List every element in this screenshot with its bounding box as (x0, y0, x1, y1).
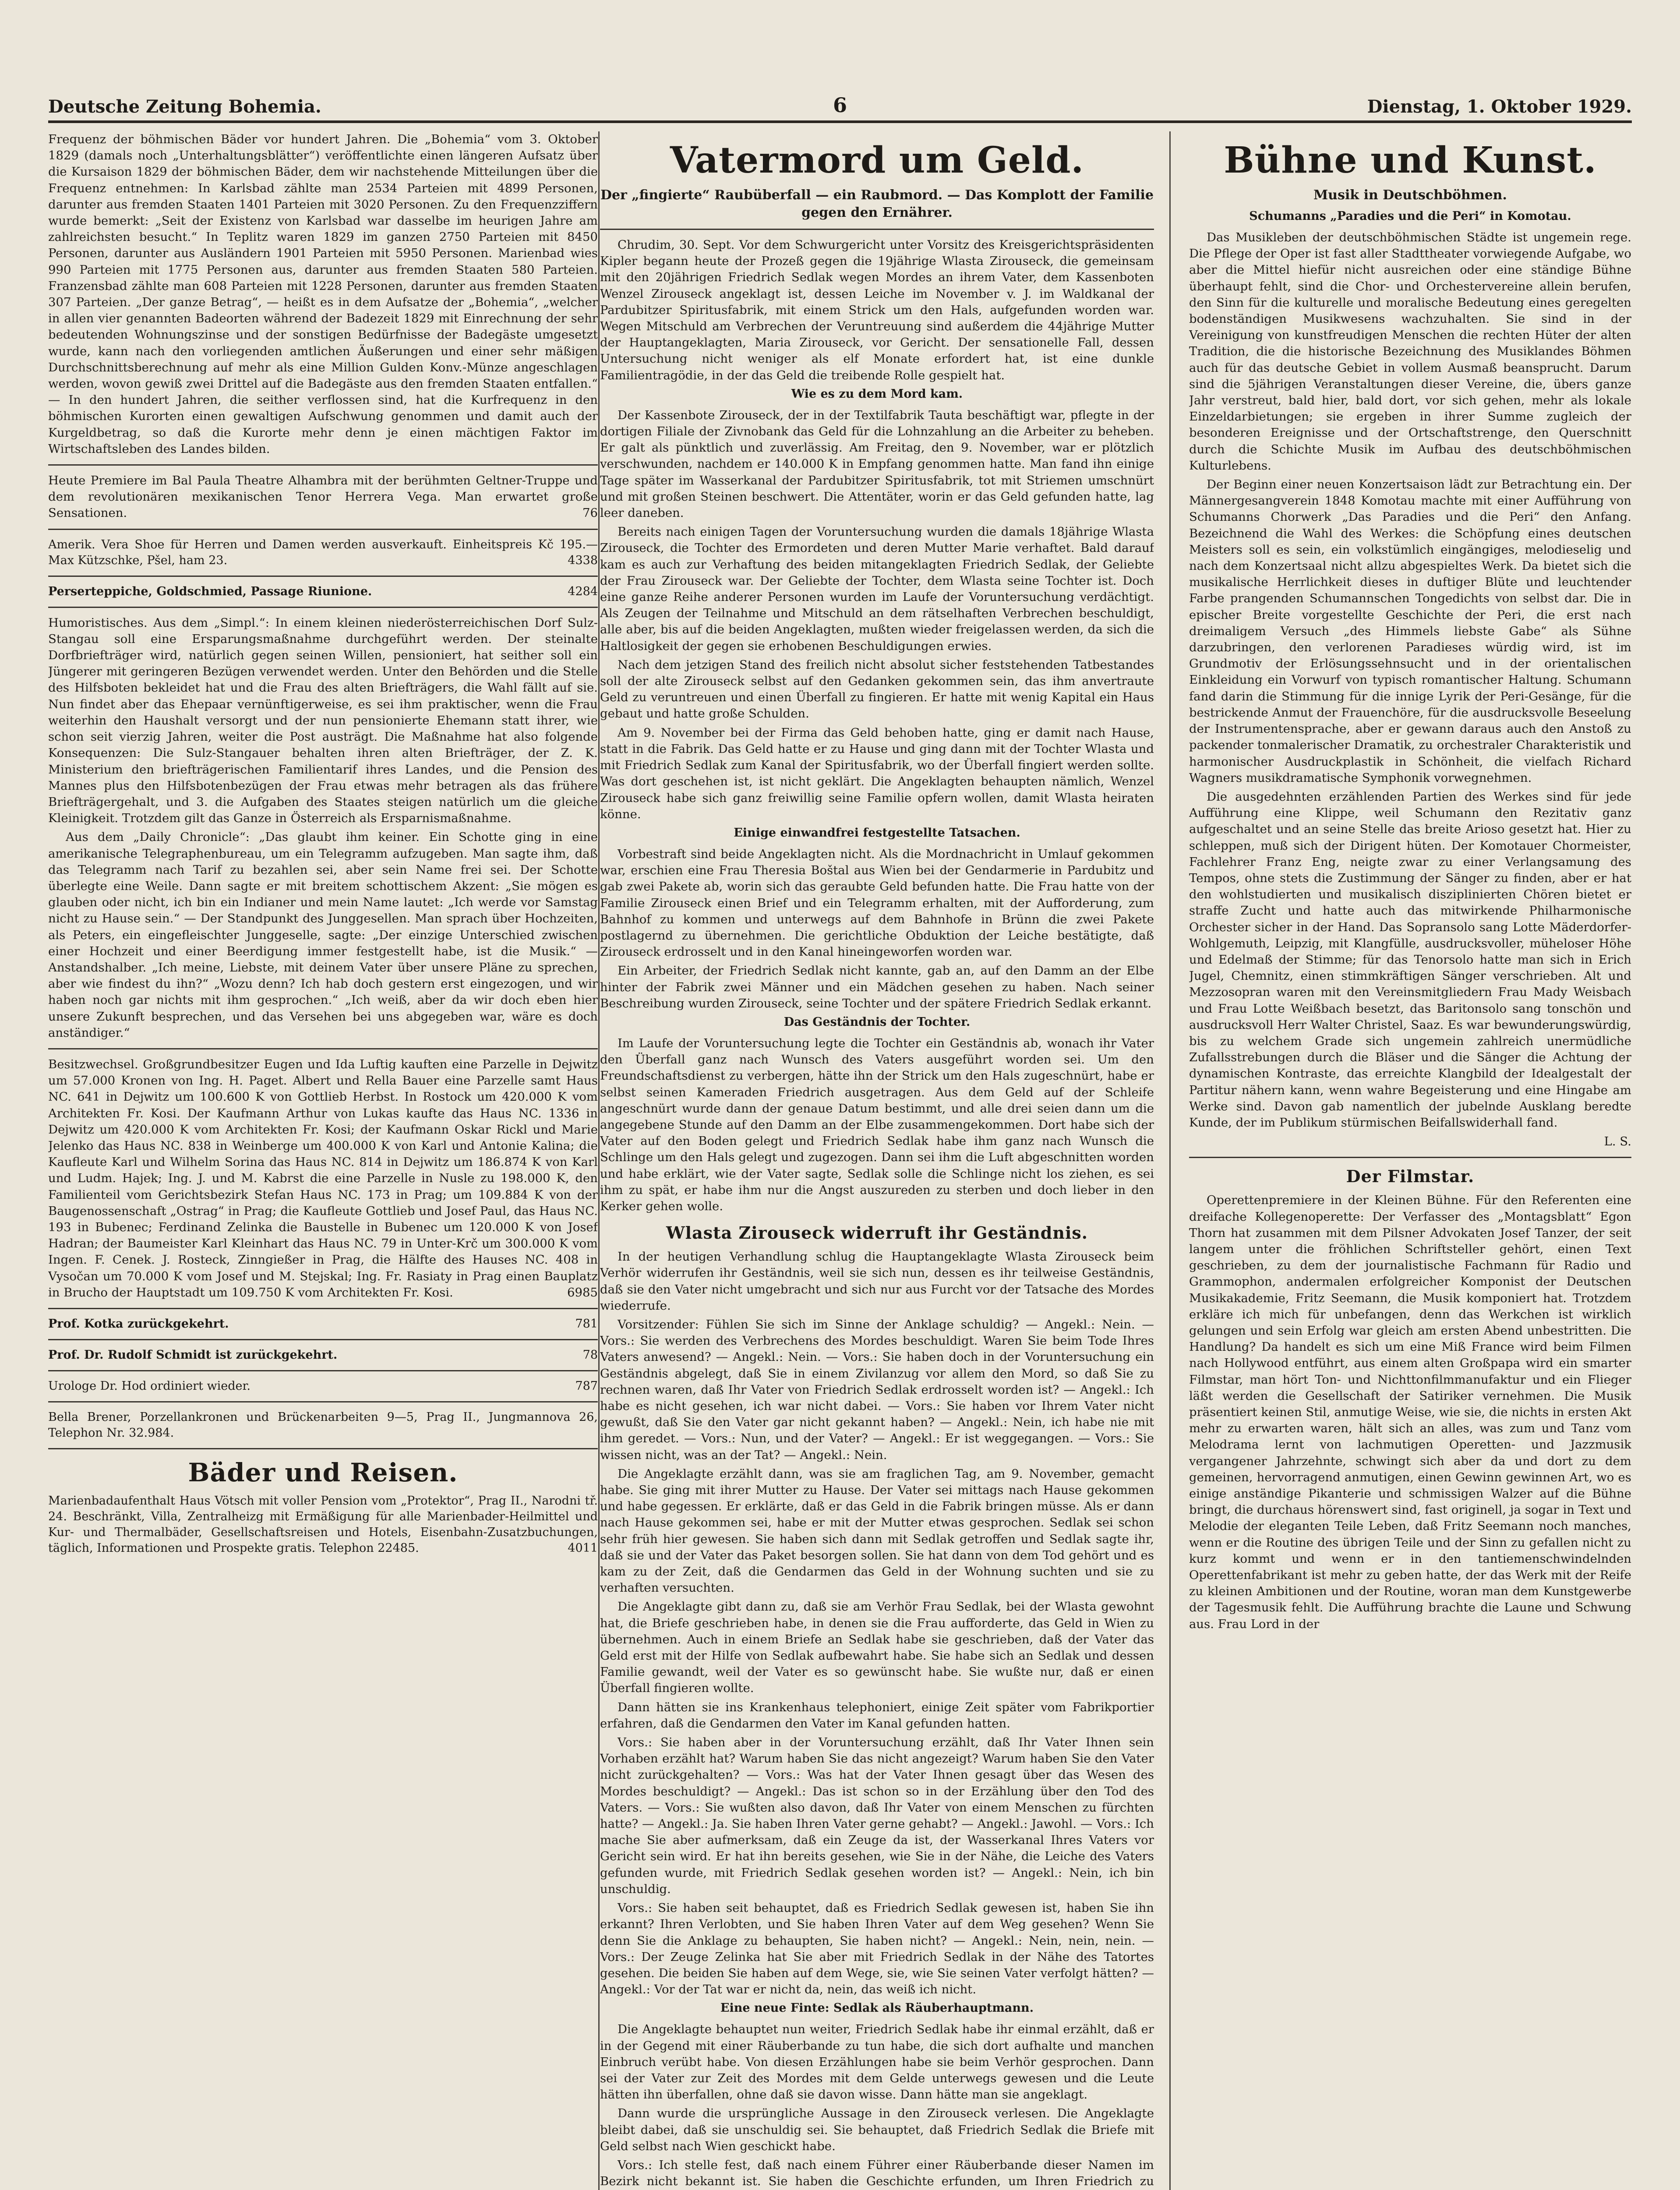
article-paragraph: Ein Arbeiter, der Friedrich Sedlak nicht kannte, gab an, auf den Damm an der Elbe hinter der Fabrik zwei Männer und ein Mädchen gesehen zu haben. Nach seiner Beschreibung wurden Zirouseck, seine Tochter und der spätere Friedrich Sedlak erkannt. (600, 964, 1154, 1010)
ad-vera-shoe: Amerik. Vera Shoe für Herren und Damen werden ausverkauft. Einheitspreis Kč 195.— Max Kützschke, Pšel, ham 23. 4338 (48, 537, 598, 567)
headline-vatermord: Vatermord um Geld. (670, 139, 1084, 181)
article-paragraph: Operettenpremiere in der Kleinen Bühne. Für den Referenten eine dreifache Kollegenoperette: Der Verfasser des „Montagsblatt“ Egon Thorn hat zusammen mit dem Pilsner Advokaten Josef Tanzer, der seit langem unter die fröhlichen Schriftsteller gehört, einen Text geschrieben, zu dem der journalistische Fachmann für Radio und Grammophon, andermalen erfolgreicher Komponist der Deutschen Musikakademie, Fritz Seemann, die Musik komponiert hat. Trotzdem erkläre ich mich für unbefangen, denn das Werkchen ist wirklich gelungen und sein Erfolg war gleich am ersten Abend unbestritten. Die Handlung? Da handelt es sich um eine Miß France wird beim Filmen nach Hollywood entführt, aus einem alten Großpapa wird ein smarter Filmstar, man hört Ton- und Nichttonfilmmanufaktur und ein Flieger läßt werden die Gesellschaft der Satiriker vernehmen. Die Musik präsentiert keinen Stil, anmutige Weise, wie sie, die nichts in ersten Akt mehr zu erwarten waren, hält sich an alles, was zum und Tanz vom Melodrama lernt von lachmutigen Operetten- und Jazzmusik vergangener Jahrzehnte, schwingt sich aber da und dort zu dem gemeinen, hervorragend anmutigen, einen Gewinn gewinnen Art, wo es einige anständige Pikanterie und schmissigen Walzer auf die Bühne bringt, die durchaus hörenswert sind, fast originell, ja sogar in Text und Melodie der eleganten Teile Leben, daß Fritz Seemann noch manches, wenn er die Routine des übrigen Teile und der Sinn zu gefallen nicht zu kurz kommt und wenn er in den tantiemenschwindelnden Operettenfabrikant ist mehr zu geben hatte, der das Werk mit der Reife zu kleinen Ambitionen und der Routine, woran man dem Kunstgewerbe der Tagesmusik fehlt. Die Aufführung brachte die Laune und Schwung aus. Frau Lord in der (1189, 1193, 1631, 1631)
column-rule (598, 131, 600, 2190)
article-paragraph: In der heutigen Verhandlung schlug die Hauptangeklagte Wlasta Zirouseck beim Verhör widerrufen ihr Geständnis, weil sie sich nun, dessen es ihr teilweise Geständnis, daß sie den Vater nicht umgebracht und sich nur aus Furcht vor der Tatsache des Mordes wiederrufe. (600, 1250, 1154, 1313)
divider (48, 464, 598, 466)
ad-urologe: Urologe Dr. Hod ordiniert wieder. 787 (48, 1379, 598, 1393)
article-baederfrequenz: Frequenz der böhmischen Bäder vor hundert Jahren. Die „Bohemia“ vom 3. Oktober 1829 (damals noch „Unterhaltungsblätter“) veröffentlichte einen längeren Aufsatz über die Kursaison 1829 der böhmischen Bäder, dem wir nachstehende Mitteilungen über die Frequenz entnehmen: In Karlsbad zählte man 2534 Parteien mit 4899 Personen, darunter aus fremden Staaten 1401 Parteien mit 3020 Personen. Zu den Frequenzziffern wurde bemerkt: „Seit der Existenz von Karlsbad war dasselbe im heurigen Jahre am zahlreichsten besucht.“ In Teplitz waren 1829 im ganzen 2750 Parteien mit 8450 Personen, darunter aus Ausländern 1901 Parteien mit 5950 Personen. Marienbad wies 990 Parteien mit 1775 Personen aus, darunter aus fremden Staaten 580 Parteien. Franzensbad zählte man 608 Parteien mit 1228 Personen, darunter aus fremden Staaten 307 Parteien. „Der ganze Betrag“, — heißt es in dem Aufsatze der „Bohemia“, „welcher in allen vier genannten Badeorten während der Badezeit 1829 mit Einrechnung der sehr bedeutenden Wohnungszinse und der sonstigen Bedürfnisse der Badegäste umgesetzt wurde, kann nach den vorliegenden amtlichen Äußerungen und einer sehr mäßigen Durchschnittsberechnung auf mehr als eine Million Gulden Konv.-Münze angeschlagen werden, wovon gewiß zwei Drittel auf die Badegäste aus den fremden Staaten entfallen.“ — In den hundert Jahren, die seither verflossen sind, hat die Kurfrequenz in den böhmischen Kurorten einen gewaltigen Aufschwung genommen und damit auch der Kurgeldbetrag, so daß die Kurorte mehr denn je einen mächtigen Faktor im Wirtschaftsleben des Landes bilden. (48, 132, 598, 456)
ad-marienbad: Marienbadaufenthalt Haus Vötsch mit voller Pension vom „Protektor“, Prag II., Narodni tř. 24. Beschränkt, Villa, Zentralheizg mit Ermäßigung für alle Marienbader-Heilmittel und Kur- und Thermalbäder, Gesellschaftsreisen und Hotels, Eisenbahn-Zusatzbuchungen, täglich, Informationen und Prospekte gratis. Telephon 22485. 4011 (48, 1494, 598, 1555)
page-header (48, 90, 1632, 123)
issue-date: Dienstag, 1. Oktober 1929. (1367, 96, 1632, 117)
section-title-baeder: Bäder und Reisen. (188, 1458, 458, 1487)
column-rule (1169, 131, 1171, 2190)
article-paragraph: Im Laufe der Voruntersuchung legte die Tochter ein Geständnis ab, wonach ihr Vater den Überfall ganz nach Wunsch des Vaters ausgeführt worden sei. Um den Freundschaftsdienst zu verbergen, hätte ihn der Strick um den Hals zugeschnürt, habe er selbst seinen Kameraden Friedrich ausgetragen. Aus dem Geld auf der Schleife angeschnürt wurde dann der genaue Datum bestimmt, und alle drei seien dann um die angegebene Stunde auf den Damm an der Elbe zusammengekommen. Dort habe sich der Vater auf den Boden gelegt und Friedrich Sedlak habe ihm ganz nach Wunsch die Schlinge um den Hals gelegt und zugezogen. Dann sei ihm die Luft abgeschnitten worden und habe erklärt, wie der Vater sagte, Sedlak solle die Schlinge nicht los ziehen, es sei ihm zu spät, er habe ihm nur die Angst auszureden zu sterben und doch lieber in den Kerker gehen wolle. (600, 1036, 1154, 1213)
column-right (1189, 131, 1631, 2190)
article-paragraph: Bereits nach einigen Tagen der Voruntersuchung wurden die damals 18jährige Wlasta Zirouseck, die Tochter des Ermordeten und deren Mutter Marie verhaftet. Bald darauf kam es auch zur Verhaftung des beiden mitangeklagten Friedrich Sedlak, der Geliebte der Frau Zirouseck war. Der Geliebte der Tochter, dem Wlasta seine Tochter ist. Doch eine ganze Reihe anderer Personen wurden im Laufe der Voruntersuchung verdächtigt. Als Zeugen der Teilnahme und Mitschuld an dem rätselhaften Verbrechen beschuldigt, alle aber, bis auf die beiden Angeklagten, mußten wieder freigelassen werden, da sich die Haltlosigkeit der gegen sie erhobenen Beschuldigungen erwies. (600, 525, 1154, 653)
divider (48, 529, 598, 530)
subheading: Eine neue Finte: Sedlak als Räuberhauptmann. (720, 2001, 1034, 2015)
subheading: Wie es zu dem Mord kam. (791, 387, 963, 401)
article-daily-chronicle: Aus dem „Daily Chronicle“: „Das glaubt ihm keiner. Ein Schotte ging in eine amerikanische Telegraphenbureau, um ein Telegramm aufzugeben. Man sagte ihm, daß das Telegramm nach Tarif zu bezahlen sei, aber sein Name frei sei. Der Schotte überlegte eine Weile. Dann sagte er mit breitem schottischem Akzent: „Sie mögen es glauben oder nicht, ich bin ein Indianer und mein Name lautet: „Ich werde vor Samstag nicht zu Hause sein.“ — Der Standpunkt des Junggesellen. Man sprach über Hochzeiten, als Peters, ein eingefleischter Junggeselle, sagte: „Der einzige Unterschied zwischen einer Hochzeit und einer Beerdigung immer festgestellt habe, ist die Musik.“ — Anstandshalber. „Ich meine, Liebste, mit deinem Vater über unsere Pläne zu sprechen, aber wie findest du ihn?“ „Wozu denn? Ich hab doch gestern erst eingezogen, und wir haben noch gar nichts mit ihm gesprochen.“ „Ich weiß, aber da wir doch eben hier unsere Zukunft besprechen, und das Versehen bei uns abgegeben war, wäre es doch anständiger.“ (48, 830, 598, 1040)
article-paragraph: Die Angeklagte gibt dann zu, daß sie am Verhör Frau Sedlak, bei der Wlasta gewohnt hat, die Briefe geschrieben habe, in denen sie die Frau aufforderte, das Geld in Wien zu übernehmen. Auch in einem Briefe an Sedlak habe sie geschrieben, daß der Vater das Geld erst mit der Hilfe von Sedlak aufbewahrt habe. Sie habe sich an Sedlak und dessen Familie gewandt, weil der Vater es so gewünscht habe. Sie wußte nur, daß er einen Überfall fingieren wollte. (600, 1600, 1154, 1695)
article-paragraph: Die ausgedehnten erzählenden Partien des Werkes sind für jede Aufführung eine Klippe, weil Schumann den Rezitativ ganz aufgeschaltet und an seine Stelle das breite Arioso gesetzt hat. Hier zu schleppen, muß sich der Dirigent hüten. Der Komotauer Chormeister, Fachlehrer Franz Eng, neigte zwar zu einer Verlangsamung des Tempos, ohne stets die Zustimmung der Sänger zu finden, aber er hat den wohlstudierten und musikalisch disziplinierten Chören bietet er straffe Zucht und hatte auch das mitwirkende Philharmonische Orchester sicher in der Hand. Das Sopransolo sang Lotte Mäderdorfer-Wohlgemuth, Leipzig, mit Klangfülle, ausdrucksvoller, müheloser Höhe und Edelmaß der Stimme; für das Tenorsolo hatte man sich in Erich Jugel, Chemnitz, einen stimmkräftigen Sänger verschrieben. Alt und Mezzosopran waren mit den Vereinsmitgliedern Frau Mady Weisbach und Frau Lotte Weißbach besetzt, das Baritonsolo sang tonschön und ausdrucksvoll Herr Walter Christel, Saaz. Es war bewunderungswürdig, bis zu welchem Grade sich ungemein zahlreich unermüdliche Zufallsstrebungen durch die Bläser und die Sänger die Achtung der dynamischen Kontraste, das erreichte Klangbild der Idealgestalt der Partitur nähern kann, wenn wahre Begeisterung und eine Hingabe am Werke sind. Davon gab namentlich der jubelnde Ausklang beredte Kunde, der im Publikum stürmischen Beifallswiderhall fand. (1189, 789, 1631, 1130)
divider (600, 229, 1154, 230)
article-paragraph: Dann wurde die ursprüngliche Aussage in den Zirouseck verlesen. Die Angeklagte bleibt dabei, daß sie unschuldig sei. Sie behauptet, daß Friedrich Sedlak die Briefe mit Geld selbst nach Wien geschickt habe. (600, 2106, 1154, 2153)
article-paragraph: Chrudim, 30. Sept. Vor dem Schwurgericht unter Vorsitz des Kreisgerichtspräsidenten Kipler begann heute der Prozeß gegen die 19jährige Wlasta Zirouseck, die gemeinsam mit den 20jährigen Friedrich Sedlak wegen Mordes an ihrem Vater, dem Kassenboten Wenzel Zirouseck angeklagt ist, dessen Leiche im November v. J. im Waldkanal der Pardubitzer Spiritusfabrik, mit einem Strick um den Hals, aufgefunden worden war. Wegen Mitschuld am Verbrechen der Veruntreuung sind außerdem die 44jährige Mutter der Hauptangeklagten, Maria Zirouseck, vor Gericht. Der sensationelle Fall, dessen Untersuchung nicht weniger als elf Monate erfordert hat, ist eine dunkle Familientragödie, in der das Geld die treibende Rolle gespielt hat. (600, 238, 1154, 382)
article-paragraph: Der Beginn einer neuen Konzertsaison lädt zur Betrachtung ein. Der Männergesangverein 1848 Komotau machte mit einer Aufführung von Schumanns Chorwerk „Das Paradies und die Peri“ den Anfang. Bezeichnend die Wahl des Werkes: die Schöpfung eines deutschen Meisters soll es sein, ein volkstümlich eingängiges, melodieselig und nach dem Konzertsaal nicht allzu abgespieltes Werk. Da bietet sich die musikalische Herrlichkeit dieses in duftiger Blüte und leuchtender Farbe prangenden Schumannschen Tongedichts von selbst dar. Die in epischer Breite vorgestellte Geschichte der Peri, die erst nach dreimaligem Versuch „des Himmels liebste Gabe“ als Sühne darzubringen, den verlorenen Paradieses würdig wird, ist im Grundmotiv der Erlösungssehnsucht und in der orientalischen Einkleidung ein Vorwurf von typisch romantischer Haltung. Schumann fand darin die Stimmung für die innige Lyrik der Peri-Gesänge, für die bestrickende Anmut der Frauenchöre, für die ausdrucksvolle Beseelung der Instrumentensprache, aber er gewann daraus auch den Anstoß zu packender tonmalerischer Dramatik, zu orchestraler Charakteristik und harmonischer Ausdruckplastik in Schönheit, die vielfach Richard Wagners musikdramatische Symphonik vorwegnehmen. (1189, 477, 1631, 785)
ad-perserteppiche: Perserteppiche, Goldschmied, Passage Riunione. 4284 (48, 584, 598, 598)
article-paragraph: Vors.: Ich stelle fest, daß nach einem Führer einer Räuberbande dieser Namen im Bezirk nicht bekannt ist. Sie haben die Geschichte erfunden, um Ihren Friedrich zu (600, 2158, 1154, 2189)
ad-prof-kotka: Prof. Kotka zurückgekehrt. 781 (48, 1317, 598, 1331)
article-humoristisches: Humoristisches. Aus dem „Simpl.“: In einem kleinen niederösterreichischen Dorf Sulz-Stangau soll eine Ersparungsmaßnahme durchgeführt werden. Der steinalte Dorfbriefträger wird, natürlich gegen seinen Willen, pensioniert, hat seither soll ein Jüngerer mit geringeren Bezügen verwendet werden. Unter den Behörden und die Stelle des Hilfsboten bekleidet hat und die Frau des alten Briefträgers, die Wahl fällt auf sie. Nun findet aber das Ehepaar vernünftigerweise, es sei ihm praktischer, wenn die Frau weiterhin den Haushalt versorgt und der nun pensionierte Ehemann statt ihrer, wie schon seit vierzig Jahren, weiter die Post austrägt. Die Maßnahme hat also folgende Konsequenzen: Die Sulz-Stangauer behalten ihren alten Briefträger, der Z. K. Ministerium den briefträgerischen Familientarif ihres Landes, und die Pension des Mannes plus den Hilfsbotenbezügen der Frau etwas mehr betragen als das frühere Briefträgergehalt, und 3. die Aufgaben des Staates steigen natürlich um die gleiche Kleinigkeit. Trotzdem gilt das Ganze in Österreich als Ersparnismaßnahme. (48, 615, 598, 826)
ad-bella-brener: Bella Brener, Porzellankronen und Brückenarbeiten 9—5, Prag II., Jungmannova 26, Telephon Nr. 32.984. (48, 1410, 598, 1440)
page-number: 6 (833, 93, 847, 117)
article-paragraph: Nach dem jetzigen Stand des freilich nicht absolut sicher feststehenden Tatbestandes soll der alte Zirouseck selbst auf den Gedanken gekommen sein, das ihm anvertraute Geld zu veruntreuen und einen Überfall zu fingieren. Er hatte mit wenig Kapital ein Haus gebaut und hatte große Schulden. (600, 657, 1154, 721)
section-title-buehne: Bühne und Kunst. (1224, 139, 1597, 181)
author-initials: L. S. (1604, 1134, 1631, 1149)
article-paragraph: Vorbestraft sind beide Angeklagten nicht. Als die Mordnachricht in Umlauf gekommen war, erschien eine Frau Theresia Boštal aus Wien bei der Gendarmerie in Pardubitz und gab zwei Pakete ab, worin sich das geraubte Geld befunden hatte. Die Frau hatte von der Familie Zirouseck einen Brief und ein Telegramm erhalten, mit der Aufforderung, zum Bahnhof zu kommen und unterwegs auf dem Bahnhofe in Brünn die zwei Pakete postlagernd zu übernehmen. Die gerichtliche Obduktion der Leiche bestätigte, daß Zirouseck erdrosselt und in den Kanal hineingeworfen worden war. (600, 847, 1154, 959)
article-paragraph: Vors.: Sie haben aber in der Voruntersuchung erzählt, daß Ihr Vater Ihnen sein Vorhaben erzählt hat? Warum haben Sie das nicht angezeigt? Warum haben Sie den Vater nicht zurückgehalten? — Vors.: Was hat der Vater Ihnen gesagt über das Wesen des Mordes beschuldigt? — Angekl.: Das ist schon so in der Erzählung über den Tod des Vaters. — Vors.: Sie wußten also davon, daß Ihr Vater von einem Menschen zu fürchten hatte? — Angekl.: Ja. Sie haben Ihren Vater gerne gehabt? — Angekl.: Jawohl. — Vors.: Ich mache Sie aber aufmerksam, daß ein Zeuge da ist, der Wasserkanal Ihres Vaters vor Gericht sein wird. Er hat ihn bereits gesehen, wie Sie in der Nähe, die Leiche des Vaters gefunden wurde, mit Friedrich Sedlak gesehen worden ist? — Angekl.: Nein, ich bin unschuldig. (600, 1735, 1154, 1896)
article-paragraph: Die Angeklagte erzählt dann, was sie am fraglichen Tag, am 9. November, gemacht habe. Sie ging mit ihrer Mutter zu Hause. Der Vater sei mittags nach Hause gekommen und habe gegessen. Er erklärte, daß er das Geld in die Fabrik bringen müsse. Als er dann nach Hause gekommen sei, habe er mit der Mutter etwas gesprochen. Sedlak sei schon sehr früh hier gewesen. Sie haben sich dann mit Sedlak getroffen und Sedlak sagte ihr, daß sie und der Vater das Paket besorgen sollen. Sie hat dann von dem Tod gehört und es kam zu der Zeit, daß die Gendarmen das Geld in der Wohnung suchten und sie zu verhaften versuchten. (600, 1466, 1154, 1595)
article-paragraph: Dann hätten sie ins Krankenhaus telephoniert, einige Zeit später vom Fabrikportier erfahren, daß die Gendarmen den Vater im Kanal gefunden hatten. (600, 1700, 1154, 1731)
divider (48, 1401, 598, 1402)
subheadline-vatermord: Der „fingierte“ Raubüberfall — ein Raubmord. — Das Komplott der Familie gegen den Ernährer. (600, 187, 1154, 220)
divider (48, 576, 598, 577)
notice-alhambra: Heute Premiere im Bal Paula Theatre Alhambra mit der berühmten Geltner-Truppe und dem revolutionären mexikanischen Tenor Herrera Vega. Man erwartet große Sensationen. 76 (48, 473, 598, 520)
section-title-wlasta: Wlasta Zirouseck widerruft ihr Geständnis. (666, 1223, 1088, 1243)
article-paragraph: Vorsitzender: Fühlen Sie sich im Sinne der Anklage schuldig? — Angekl.: Nein. — Vors.: Sie werden des Verbrechens des Mordes beschuldigt. Waren Sie beim Tode Ihres Vaters anwesend? — Angekl.: Nein. — Vors.: Sie haben doch in der Voruntersuchung ein Geständnis abgelegt, daß Sie in einem Zivilanzug vor allem den Mord, so daß Sie zu rechnen waren, daß Ihr Vater von Friedrich Sedlak erdrosselt worden ist? — Angekl.: Ich habe es nicht gesehen, ich war nicht dabei. — Vors.: Sie haben vor Ihrem Vater nicht gewußt, daß Sie den Vater gar nicht gekannt haben? — Angekl.: Nein, ich habe nie mit ihm geredet. — Vors.: Nun, und der Vater? — Angekl.: Er ist weggegangen. — Vors.: Sie wissen nicht, was an der Tat? — Angekl.: Nein. (600, 1317, 1154, 1462)
divider (1189, 1157, 1631, 1158)
column-left (48, 131, 598, 2190)
divider (48, 1370, 598, 1371)
subheadline-schumann: Schumanns „Paradies und die Peri“ in Komotau. (1249, 209, 1571, 223)
divider (48, 1448, 598, 1449)
divider (48, 607, 598, 608)
divider (48, 1308, 598, 1309)
divider (48, 1339, 598, 1340)
divider (48, 1048, 598, 1049)
column-middle (600, 131, 1154, 2190)
ad-prof-schmidt: Prof. Dr. Rudolf Schmidt ist zurückgekehrt. 78 (48, 1348, 598, 1362)
article-besitzwechsel: Besitzwechsel. Großgrundbesitzer Eugen und Ida Luftig kauften eine Parzelle in Dejwitz um 57.000 Kronen von Ing. H. Paget. Albert und Rella Bauer eine Parzelle samt Haus NC. 641 in Dejwitz um 100.600 K von Gottlieb Herbst. In Rostock um 420.000 K vom Architekten Fr. Kosi. Der Kaufmann Arthur von Lukas kaufte das Haus NC. 1336 in Dejwitz um 420.000 K vom Architekten Fr. Kosi; der Kaufmann Oskar Rickl und Marie Jelenko das Haus NC. 838 in Weinberge um 400.000 K von Karl und Antonie Kalina; die Kaufleute Karl und Wilhelm Sorina das Haus NC. 814 in Dejwitz um 186.874 K von Karl und Ludm. Hajek; Ing. J. und M. Kabrst die eine Parzelle in Nusle zu 198.000 K, den Familienteil vom Gerichtsbezirk Stefan Haus NC. 173 in Prag; um 109.884 K von der Baugenossenschaft „Ostrag“ in Prag; die Kaufleute Gottlieb und Josef Paul, das Haus NC. 193 in Bubenec; Ferdinand Zelinka die Baustelle in Bubenec um 120.000 K von Josef Hadran; der Baumeister Karl Kleinhart das Haus NC. 79 in Unter-Krč um 300.000 K vom Ingen. F. Cenek. J. Rosteck, Zinngießer in Prag, die Hälfte des Hauses NC. 408 in Vysočan um 70.000 K vom Josef und M. Stejskal; Ing. Fr. Rasiaty in Prag einen Bauplatz in Brucho der Hauptstadt um 109.750 K vom Architekten Fr. Kosi. 6985 (48, 1057, 598, 1300)
newspaper-name: Deutsche Zeitung Bohemia. (48, 96, 321, 117)
section-title-filmstar: Der Filmstar. (1346, 1166, 1475, 1187)
article-paragraph: Vors.: Sie haben seit behauptet, daß es Friedrich Sedlak gewesen ist, haben Sie ihn erkannt? Ihren Verlobten, und Sie haben Ihren Vater auf dem Weg gesehen? Wenn Sie denn Sie die Anklage zu behaupten, Sie haben nicht? — Angekl.: Nein, nein, nein. — Vors.: Der Zeuge Zelinka hat Sie aber mit Friedrich Sedlak in der Nähe des Tatortes gesehen. Die beiden Sie haben auf dem Wege, sie, wie Sie seinen Vater verfolgt hätten? — Angekl.: Vor der Tat war er nicht da, nein, das weiß ich nicht. (600, 1901, 1154, 1997)
article-paragraph: Die Angeklagte behauptet nun weiter, Friedrich Sedlak habe ihr einmal erzählt, daß er in der Gegend mit einer Räuberbande zu tun habe, die sich dort aufhalte und manchen Einbruch verübt habe. Von diesen Erzählungen habe sie beim Verhör gesprochen. Dann sei der Vater zur Zeit des Mordes mit dem Gelde unterwegs gewesen und die Leute hätten ihn überfallen, ohne daß sie davon wisse. Dann hätte man sie angeklagt. (600, 2022, 1154, 2102)
article-paragraph: Der Kassenbote Zirouseck, der in der Textilfabrik Tauta beschäftigt war, pflegte in der dortigen Filiale der Zivnobank das Geld für die Lohnzahlung an die Arbeiter zu beheben. Er galt als pünktlich und zuverlässig. Am Freitag, den 9. November, war er plötzlich verschwunden, nachdem er 140.000 K in Empfang genommen hatte. Man fand ihn einige Tage später im Wasserkanal der Pardubitzer Spiritusfabrik, tot mit Striemen umschnürt und mit großen Steinen beschwert. Die Attentäter, worin er das Geld gefunden hatte, lag leer daneben. (600, 408, 1154, 520)
subheading: Einige einwandfrei festgestellte Tatsachen. (734, 826, 1020, 840)
article-paragraph: Am 9. November bei der Firma das Geld behoben hatte, ging er damit nach Hause, statt in die Fabrik. Das Geld hatte er zu Hause und ging dann mit der Tochter Wlasta und mit Friedrich Sedlak zum Kanal der Spiritusfabrik, wo der Überfall fingiert werden sollte. Was dort geschehen ist, ist nicht geklärt. Die Angeklagten behaupten nämlich, Wenzel Zirouseck habe sich ganz freiwillig seine Familie opfern wollen, damit Wlasta heiraten könne. (600, 725, 1154, 821)
article-paragraph: Das Musikleben der deutschböhmischen Städte ist ungemein rege. Die Pflege der Oper ist fast aller Stadttheater vorwiegende Aufgabe, wo aber die Mittel hiefür nicht ausreichen oder eine ständige Bühne überhaupt fehlt, sind die Chor- und Orchestervereine allein berufen, den Sinn für die kulturelle und moralische Bedeutung eines geregelten bodenständigen Musikwesens wachzuhalten. Sie sind in der Vereinigung von kunstfreudigen Menschen die rechten Hüter der alten Tradition, die die historische Bezeichnung des Musiklandes Böhmen auch für das deutsche Gebiet in vollem Ausmaß beansprucht. Darum sind die 5jährigen Veranstaltungen dieser Vereine, die, übers ganze Jahr verstreut, bald hier, bald dort, vor sich gehen, mehr als lokale Einzeldarbietungen; sie ergeben in ihrer Summe zugleich der besonderen Ereignisse und der Ortschaftstrenge, den Querschnitt durch die Schichte Musik im Aufbau des deutschböhmischen Kulturlebens. (1189, 230, 1631, 473)
subheading: Das Geständnis der Tochter. (784, 1015, 971, 1029)
subheadline-musik: Musik in Deutschböhmen. (1313, 187, 1507, 203)
